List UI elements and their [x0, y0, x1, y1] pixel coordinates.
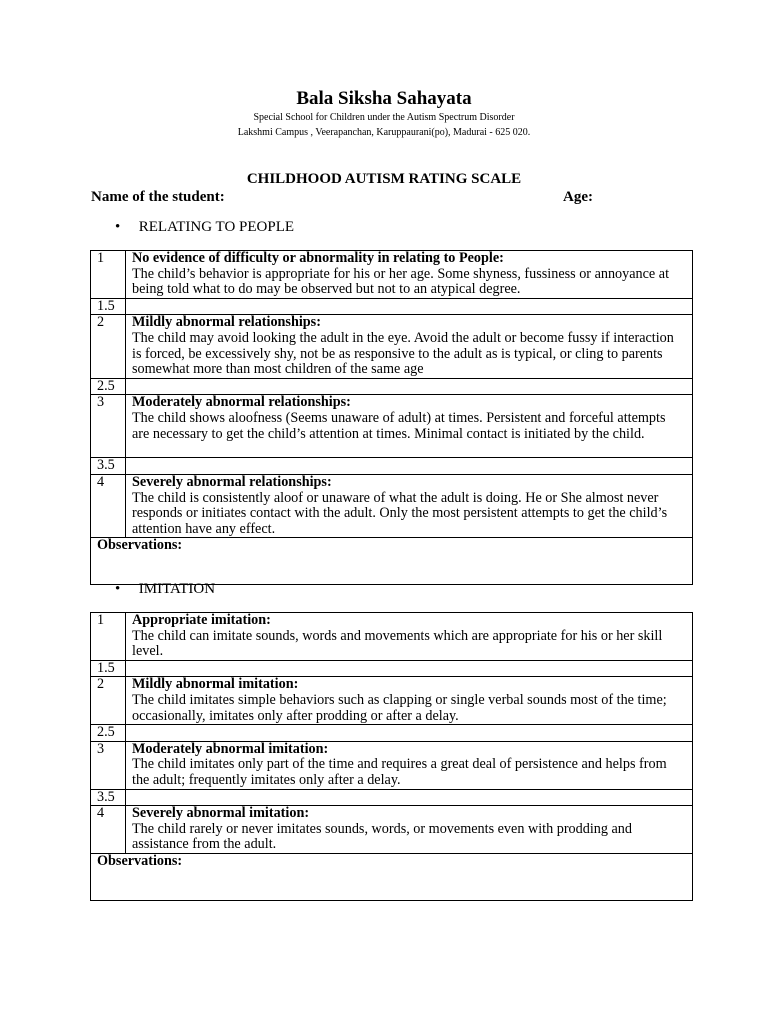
table-row — [91, 251, 693, 299]
section-title: IMITATION — [138, 581, 216, 597]
description-label: Moderately abnormal relationships: — [132, 394, 351, 411]
table-row — [91, 789, 693, 806]
rating-table-relating — [90, 250, 693, 585]
description-label: Mildly abnormal relationships: — [132, 314, 321, 331]
description-text: The child imitates only part of the time and requires a great deal of persistence and helps from the adult; frequently imitates only after a delay. — [132, 756, 667, 788]
table-row — [91, 741, 693, 789]
table-row — [91, 613, 693, 661]
description-cell — [126, 613, 693, 661]
observations-label: Observations: — [97, 852, 183, 869]
description-cell — [126, 458, 693, 475]
score-cell: 4 — [91, 806, 126, 854]
observations-row — [91, 538, 693, 585]
description-label: Mildly abnormal imitation: — [132, 676, 299, 693]
section-title: RELATING TO PEOPLE — [138, 219, 295, 235]
age-label: Age: — [563, 189, 593, 205]
description-cell — [126, 806, 693, 854]
table-row — [91, 806, 693, 854]
description-label: Moderately abnormal imitation: — [132, 740, 329, 757]
table-row — [91, 315, 693, 378]
description-label: Appropriate imitation: — [132, 612, 271, 628]
description-cell — [126, 251, 693, 299]
score-cell: 3 — [91, 741, 126, 789]
score-cell: 1 — [91, 613, 126, 661]
description-label: No evidence of difficulty or abnormality in relating to People: — [132, 250, 504, 266]
description-cell — [126, 395, 693, 458]
description-cell — [126, 474, 693, 537]
description-cell — [126, 298, 693, 315]
description-cell — [126, 741, 693, 789]
table-row — [91, 395, 693, 458]
section-heading-relating — [115, 219, 294, 236]
description-cell — [126, 789, 693, 806]
observations-cell[interactable] — [91, 538, 693, 585]
observations-label: Observations: — [97, 537, 183, 554]
rating-table-imitation — [90, 612, 693, 901]
name-label: Name of the student: — [91, 189, 225, 205]
description-cell — [126, 378, 693, 395]
description-cell — [126, 677, 693, 725]
bullet: • — [115, 581, 121, 597]
score-cell: 1.5 — [91, 298, 126, 315]
observations-row — [91, 853, 693, 900]
student-info-row — [91, 189, 601, 206]
score-cell: 3.5 — [91, 458, 126, 475]
section-heading-imitation — [115, 581, 215, 598]
table-row — [91, 725, 693, 742]
description-label: Severely abnormal imitation: — [132, 805, 310, 822]
bullet: • — [115, 219, 121, 235]
score-cell: 2 — [91, 677, 126, 725]
description-text: The child can imitate sounds, words and movements which are appropriate for his or her skill level. — [132, 627, 663, 660]
table-row — [91, 298, 693, 315]
score-cell: 2.5 — [91, 725, 126, 742]
description-text: The child’s behavior is appropriate for his or her age. Some shyness, fussiness or annoyance at being told what to do may be observed but not to an atypical degree. — [132, 265, 670, 298]
description-text: The child imitates simple behaviors such as clapping or single verbal sounds most of the time; occasionally, imitates only after prodding or after a delay. — [132, 691, 667, 724]
scale-title: CHILDHOOD AUTISM RATING SCALE — [246, 171, 522, 187]
table-row — [91, 458, 693, 475]
score-cell: 2 — [91, 315, 126, 378]
school-subtitle: Special School for Children under the Autism Spectrum Disorder — [253, 112, 515, 123]
school-address: Lakshmi Campus , Veerapanchan, Karuppaurani(po), Madurai - 625 020. — [237, 127, 531, 138]
score-cell: 3 — [91, 395, 126, 458]
description-text: The child is consistently aloof or unaware of what the adult is doing. He or She almost never responds or initiates contact with the adult. Only the most persistent attempts to get the child’s attention have any effect. — [132, 489, 668, 537]
observations-cell[interactable] — [91, 853, 693, 900]
score-cell: 2.5 — [91, 378, 126, 395]
table-row — [91, 474, 693, 537]
table-row — [91, 378, 693, 395]
score-cell: 1 — [91, 251, 126, 299]
description-text: The child shows aloofness (Seems unaware of adult) at times. Persistent and forceful attempts are necessary to get the child’s attention at times. Minimal contact is initiated by the child. — [132, 409, 666, 442]
description-text: The child rarely or never imitates sounds, words, or movements even with prodding and assistance from the adult. — [132, 820, 632, 853]
description-text: The child may avoid looking the adult in the eye. Avoid the adult or become fussy if interaction is forced, be excessively shy, not be as responsive to the adult as is typical, or cling to parents somewhat more than most children of the same age — [132, 329, 674, 378]
score-cell: 4 — [91, 474, 126, 537]
score-cell: 1.5 — [91, 660, 126, 677]
table-row — [91, 677, 693, 725]
description-cell — [126, 660, 693, 677]
school-name: Bala Siksha Sahayata — [296, 88, 472, 109]
description-cell — [126, 315, 693, 378]
description-cell — [126, 725, 693, 742]
table-row — [91, 660, 693, 677]
score-cell: 3.5 — [91, 789, 126, 806]
description-label: Severely abnormal relationships: — [132, 473, 332, 490]
